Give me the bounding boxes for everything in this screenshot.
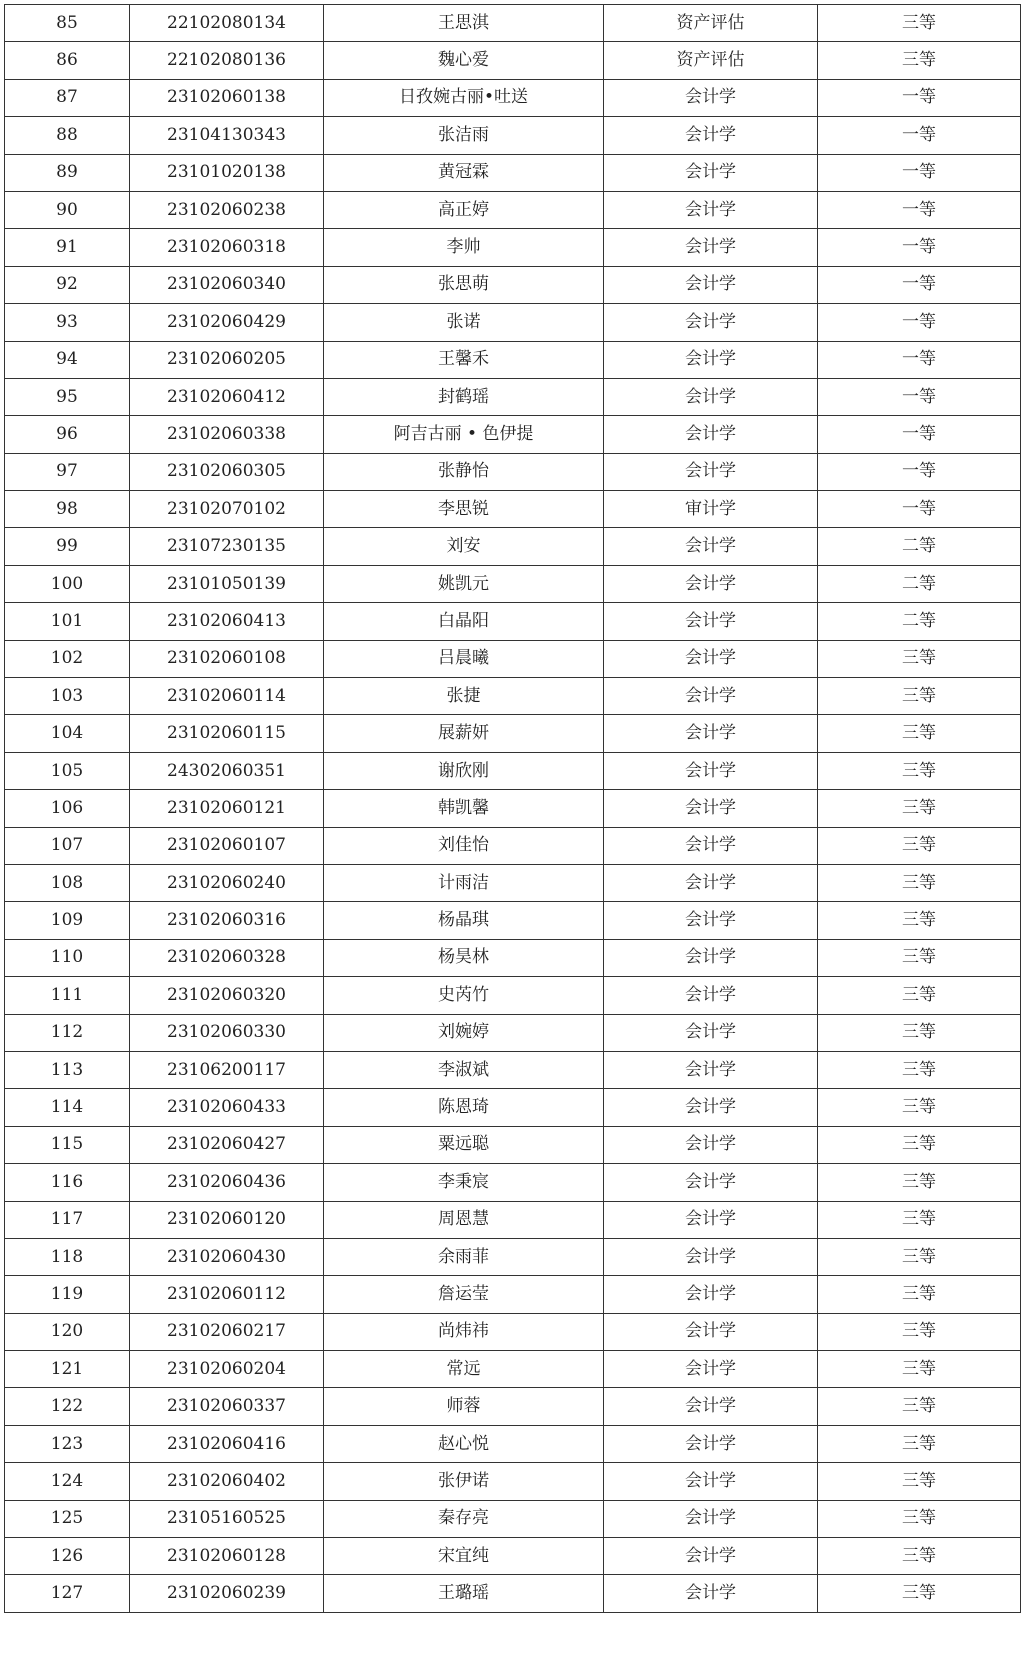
award-level-cell: 一等 [818, 266, 1021, 303]
student-name-cell: 张捷 [324, 678, 604, 715]
row-number-cell: 112 [5, 1014, 130, 1051]
student-id-cell: 23102060427 [130, 1126, 324, 1163]
major-cell: 会计学 [604, 827, 818, 864]
student-id-cell: 23107230135 [130, 528, 324, 565]
award-level-cell: 三等 [818, 1201, 1021, 1238]
table-row [5, 341, 1021, 378]
table-row [5, 1313, 1021, 1350]
major-cell: 会计学 [604, 1425, 818, 1462]
major-cell: 会计学 [604, 79, 818, 116]
row-number-cell: 110 [5, 939, 130, 976]
major-cell: 会计学 [604, 1126, 818, 1163]
table-row [5, 304, 1021, 341]
table-row [5, 864, 1021, 901]
student-id-cell: 23102060330 [130, 1014, 324, 1051]
student-id-cell: 23102060412 [130, 378, 324, 415]
student-name-cell: 王璐瑶 [324, 1575, 604, 1612]
row-number-cell: 111 [5, 977, 130, 1014]
row-number-cell: 89 [5, 154, 130, 191]
row-number-cell: 117 [5, 1201, 130, 1238]
student-id-cell: 23102060402 [130, 1463, 324, 1500]
student-name-cell: 秦存亮 [324, 1500, 604, 1537]
table-row [5, 1351, 1021, 1388]
student-name-cell: 计雨洁 [324, 864, 604, 901]
major-cell: 会计学 [604, 1500, 818, 1537]
row-number-cell: 97 [5, 453, 130, 490]
major-cell: 会计学 [604, 1575, 818, 1612]
row-number-cell: 124 [5, 1463, 130, 1500]
award-level-cell: 三等 [818, 902, 1021, 939]
table-row [5, 977, 1021, 1014]
major-cell: 会计学 [604, 603, 818, 640]
student-name-cell: 姚凯元 [324, 565, 604, 602]
row-number-cell: 98 [5, 491, 130, 528]
row-number-cell: 85 [5, 5, 130, 42]
award-level-cell: 一等 [818, 154, 1021, 191]
table-row [5, 1575, 1021, 1612]
major-cell: 会计学 [604, 416, 818, 453]
student-name-cell: 魏心爱 [324, 42, 604, 79]
award-level-cell: 二等 [818, 528, 1021, 565]
table-row [5, 416, 1021, 453]
student-id-cell: 23102060120 [130, 1201, 324, 1238]
student-name-cell: 张伊诺 [324, 1463, 604, 1500]
award-level-cell: 一等 [818, 341, 1021, 378]
row-number-cell: 126 [5, 1538, 130, 1575]
student-name-cell: 张思萌 [324, 266, 604, 303]
major-cell: 会计学 [604, 678, 818, 715]
table-row [5, 1388, 1021, 1425]
student-id-cell: 23104130343 [130, 117, 324, 154]
row-number-cell: 86 [5, 42, 130, 79]
table-row [5, 827, 1021, 864]
row-number-cell: 91 [5, 229, 130, 266]
row-number-cell: 118 [5, 1238, 130, 1275]
student-name-cell: 赵心悦 [324, 1425, 604, 1462]
award-level-cell: 三等 [818, 1538, 1021, 1575]
student-id-cell: 23102060316 [130, 902, 324, 939]
student-id-cell: 23102060239 [130, 1575, 324, 1612]
student-id-cell: 23102060318 [130, 229, 324, 266]
award-level-cell: 一等 [818, 79, 1021, 116]
row-number-cell: 107 [5, 827, 130, 864]
table-row [5, 5, 1021, 42]
student-id-cell: 23102060108 [130, 640, 324, 677]
row-number-cell: 100 [5, 565, 130, 602]
table-row [5, 42, 1021, 79]
student-id-cell: 23102060305 [130, 453, 324, 490]
table-row [5, 491, 1021, 528]
award-level-cell: 三等 [818, 752, 1021, 789]
award-level-cell: 一等 [818, 378, 1021, 415]
award-level-cell: 一等 [818, 117, 1021, 154]
major-cell: 会计学 [604, 1388, 818, 1425]
major-cell: 会计学 [604, 304, 818, 341]
row-number-cell: 116 [5, 1164, 130, 1201]
row-number-cell: 99 [5, 528, 130, 565]
major-cell: 会计学 [604, 191, 818, 228]
student-id-cell: 23102060240 [130, 864, 324, 901]
award-level-cell: 三等 [818, 640, 1021, 677]
student-id-cell: 23102060416 [130, 1425, 324, 1462]
row-number-cell: 88 [5, 117, 130, 154]
award-level-cell: 三等 [818, 1500, 1021, 1537]
award-level-cell: 二等 [818, 603, 1021, 640]
row-number-cell: 120 [5, 1313, 130, 1350]
row-number-cell: 96 [5, 416, 130, 453]
award-level-cell: 一等 [818, 453, 1021, 490]
student-name-cell: 杨昊林 [324, 939, 604, 976]
student-id-cell: 23102070102 [130, 491, 324, 528]
award-level-cell: 三等 [818, 1164, 1021, 1201]
table-row [5, 678, 1021, 715]
award-level-cell: 一等 [818, 416, 1021, 453]
table-row [5, 266, 1021, 303]
student-name-cell: 李淑斌 [324, 1051, 604, 1088]
row-number-cell: 87 [5, 79, 130, 116]
table-row [5, 154, 1021, 191]
award-level-cell: 三等 [818, 1313, 1021, 1350]
award-level-cell: 三等 [818, 1089, 1021, 1126]
student-name-cell: 张诺 [324, 304, 604, 341]
table-row [5, 453, 1021, 490]
major-cell: 会计学 [604, 1014, 818, 1051]
student-name-cell: 张静怡 [324, 453, 604, 490]
major-cell: 会计学 [604, 1164, 818, 1201]
student-name-cell: 高正婷 [324, 191, 604, 228]
major-cell: 会计学 [604, 1538, 818, 1575]
roster-table [4, 4, 1021, 1613]
row-number-cell: 114 [5, 1089, 130, 1126]
award-level-cell: 三等 [818, 5, 1021, 42]
award-level-cell: 三等 [818, 1238, 1021, 1275]
table-row [5, 191, 1021, 228]
student-id-cell: 23102060115 [130, 715, 324, 752]
award-level-cell: 三等 [818, 827, 1021, 864]
student-name-cell: 日孜婉古丽•吐送 [324, 79, 604, 116]
student-name-cell: 刘婉婷 [324, 1014, 604, 1051]
student-id-cell: 23102060430 [130, 1238, 324, 1275]
row-number-cell: 106 [5, 790, 130, 827]
row-number-cell: 101 [5, 603, 130, 640]
student-id-cell: 24302060351 [130, 752, 324, 789]
student-id-cell: 23102060328 [130, 939, 324, 976]
student-id-cell: 23102060436 [130, 1164, 324, 1201]
row-number-cell: 104 [5, 715, 130, 752]
student-name-cell: 李秉宸 [324, 1164, 604, 1201]
award-level-cell: 三等 [818, 1388, 1021, 1425]
row-number-cell: 95 [5, 378, 130, 415]
student-name-cell: 刘佳怡 [324, 827, 604, 864]
award-level-cell: 三等 [818, 864, 1021, 901]
award-level-cell: 三等 [818, 715, 1021, 752]
row-number-cell: 121 [5, 1351, 130, 1388]
student-name-cell: 王馨禾 [324, 341, 604, 378]
table-row [5, 79, 1021, 116]
row-number-cell: 90 [5, 191, 130, 228]
table-row [5, 378, 1021, 415]
roster-body [5, 5, 1021, 1613]
student-id-cell: 23102060205 [130, 341, 324, 378]
award-level-cell: 三等 [818, 1014, 1021, 1051]
major-cell: 会计学 [604, 752, 818, 789]
major-cell: 会计学 [604, 528, 818, 565]
student-name-cell: 杨晶琪 [324, 902, 604, 939]
student-name-cell: 史芮竹 [324, 977, 604, 1014]
table-row [5, 640, 1021, 677]
award-level-cell: 三等 [818, 42, 1021, 79]
table-row [5, 715, 1021, 752]
row-number-cell: 93 [5, 304, 130, 341]
table-row [5, 1463, 1021, 1500]
table-row [5, 603, 1021, 640]
table-row [5, 528, 1021, 565]
student-id-cell: 23102060121 [130, 790, 324, 827]
table-row [5, 1051, 1021, 1088]
student-name-cell: 粟远聪 [324, 1126, 604, 1163]
student-name-cell: 王思淇 [324, 5, 604, 42]
student-id-cell: 23102060128 [130, 1538, 324, 1575]
student-id-cell: 23102060337 [130, 1388, 324, 1425]
student-name-cell: 张洁雨 [324, 117, 604, 154]
student-id-cell: 23102060433 [130, 1089, 324, 1126]
major-cell: 审计学 [604, 491, 818, 528]
major-cell: 会计学 [604, 229, 818, 266]
award-level-cell: 三等 [818, 1575, 1021, 1612]
row-number-cell: 109 [5, 902, 130, 939]
award-level-cell: 三等 [818, 1425, 1021, 1462]
table-row [5, 1201, 1021, 1238]
award-level-cell: 一等 [818, 229, 1021, 266]
student-name-cell: 展薪妍 [324, 715, 604, 752]
student-name-cell: 谢欣刚 [324, 752, 604, 789]
row-number-cell: 105 [5, 752, 130, 789]
major-cell: 会计学 [604, 715, 818, 752]
major-cell: 会计学 [604, 790, 818, 827]
student-id-cell: 23102060340 [130, 266, 324, 303]
major-cell: 会计学 [604, 1313, 818, 1350]
table-row [5, 565, 1021, 602]
row-number-cell: 102 [5, 640, 130, 677]
student-name-cell: 阿吉古丽 • 色伊提 [324, 416, 604, 453]
student-id-cell: 23102060107 [130, 827, 324, 864]
table-row [5, 752, 1021, 789]
award-level-cell: 三等 [818, 1051, 1021, 1088]
table-row [5, 1538, 1021, 1575]
student-name-cell: 尚炜祎 [324, 1313, 604, 1350]
student-id-cell: 23102060338 [130, 416, 324, 453]
student-id-cell: 23102060413 [130, 603, 324, 640]
table-row [5, 1425, 1021, 1462]
table-row [5, 902, 1021, 939]
row-number-cell: 122 [5, 1388, 130, 1425]
student-name-cell: 封鹤瑶 [324, 378, 604, 415]
row-number-cell: 103 [5, 678, 130, 715]
student-name-cell: 陈恩琦 [324, 1089, 604, 1126]
major-cell: 会计学 [604, 939, 818, 976]
major-cell: 会计学 [604, 565, 818, 602]
award-level-cell: 一等 [818, 304, 1021, 341]
table-row [5, 1276, 1021, 1313]
major-cell: 会计学 [604, 1351, 818, 1388]
award-level-cell: 三等 [818, 977, 1021, 1014]
major-cell: 会计学 [604, 266, 818, 303]
student-name-cell: 詹运莹 [324, 1276, 604, 1313]
student-name-cell: 李帅 [324, 229, 604, 266]
major-cell: 资产评估 [604, 5, 818, 42]
major-cell: 会计学 [604, 1238, 818, 1275]
major-cell: 会计学 [604, 1201, 818, 1238]
student-name-cell: 常远 [324, 1351, 604, 1388]
table-row [5, 1014, 1021, 1051]
major-cell: 会计学 [604, 453, 818, 490]
major-cell: 会计学 [604, 1463, 818, 1500]
award-level-cell: 三等 [818, 1351, 1021, 1388]
student-name-cell: 韩凯馨 [324, 790, 604, 827]
major-cell: 会计学 [604, 640, 818, 677]
table-row [5, 117, 1021, 154]
student-id-cell: 23101020138 [130, 154, 324, 191]
major-cell: 会计学 [604, 341, 818, 378]
student-id-cell: 23102060429 [130, 304, 324, 341]
student-name-cell: 李思锐 [324, 491, 604, 528]
student-name-cell: 宋宜纯 [324, 1538, 604, 1575]
award-level-cell: 三等 [818, 678, 1021, 715]
student-id-cell: 23101050139 [130, 565, 324, 602]
award-level-cell: 三等 [818, 790, 1021, 827]
student-name-cell: 刘安 [324, 528, 604, 565]
row-number-cell: 119 [5, 1276, 130, 1313]
table-row [5, 229, 1021, 266]
student-name-cell: 吕晨曦 [324, 640, 604, 677]
student-id-cell: 23102060204 [130, 1351, 324, 1388]
student-name-cell: 余雨菲 [324, 1238, 604, 1275]
student-id-cell: 23102060320 [130, 977, 324, 1014]
major-cell: 会计学 [604, 117, 818, 154]
table-row [5, 1164, 1021, 1201]
student-id-cell: 23102060238 [130, 191, 324, 228]
major-cell: 会计学 [604, 1051, 818, 1088]
student-id-cell: 23105160525 [130, 1500, 324, 1537]
student-id-cell: 22102080136 [130, 42, 324, 79]
major-cell: 会计学 [604, 977, 818, 1014]
student-id-cell: 23106200117 [130, 1051, 324, 1088]
student-id-cell: 23102060114 [130, 678, 324, 715]
major-cell: 会计学 [604, 378, 818, 415]
table-row [5, 1238, 1021, 1275]
table-row [5, 1089, 1021, 1126]
major-cell: 会计学 [604, 902, 818, 939]
major-cell: 会计学 [604, 1276, 818, 1313]
award-level-cell: 三等 [818, 1463, 1021, 1500]
award-level-cell: 三等 [818, 1276, 1021, 1313]
major-cell: 会计学 [604, 1089, 818, 1126]
row-number-cell: 127 [5, 1575, 130, 1612]
table-row [5, 1126, 1021, 1163]
major-cell: 资产评估 [604, 42, 818, 79]
row-number-cell: 92 [5, 266, 130, 303]
award-level-cell: 三等 [818, 1126, 1021, 1163]
student-id-cell: 23102060112 [130, 1276, 324, 1313]
row-number-cell: 94 [5, 341, 130, 378]
table-row [5, 790, 1021, 827]
row-number-cell: 125 [5, 1500, 130, 1537]
row-number-cell: 113 [5, 1051, 130, 1088]
table-row [5, 1500, 1021, 1537]
table-row [5, 939, 1021, 976]
student-name-cell: 白晶阳 [324, 603, 604, 640]
student-name-cell: 周恩慧 [324, 1201, 604, 1238]
student-id-cell: 23102060138 [130, 79, 324, 116]
major-cell: 会计学 [604, 864, 818, 901]
row-number-cell: 108 [5, 864, 130, 901]
student-name-cell: 黄冠霖 [324, 154, 604, 191]
student-id-cell: 23102060217 [130, 1313, 324, 1350]
award-level-cell: 一等 [818, 191, 1021, 228]
award-level-cell: 三等 [818, 939, 1021, 976]
row-number-cell: 123 [5, 1425, 130, 1462]
student-id-cell: 22102080134 [130, 5, 324, 42]
row-number-cell: 115 [5, 1126, 130, 1163]
major-cell: 会计学 [604, 154, 818, 191]
award-level-cell: 一等 [818, 491, 1021, 528]
award-level-cell: 二等 [818, 565, 1021, 602]
student-name-cell: 师蓉 [324, 1388, 604, 1425]
